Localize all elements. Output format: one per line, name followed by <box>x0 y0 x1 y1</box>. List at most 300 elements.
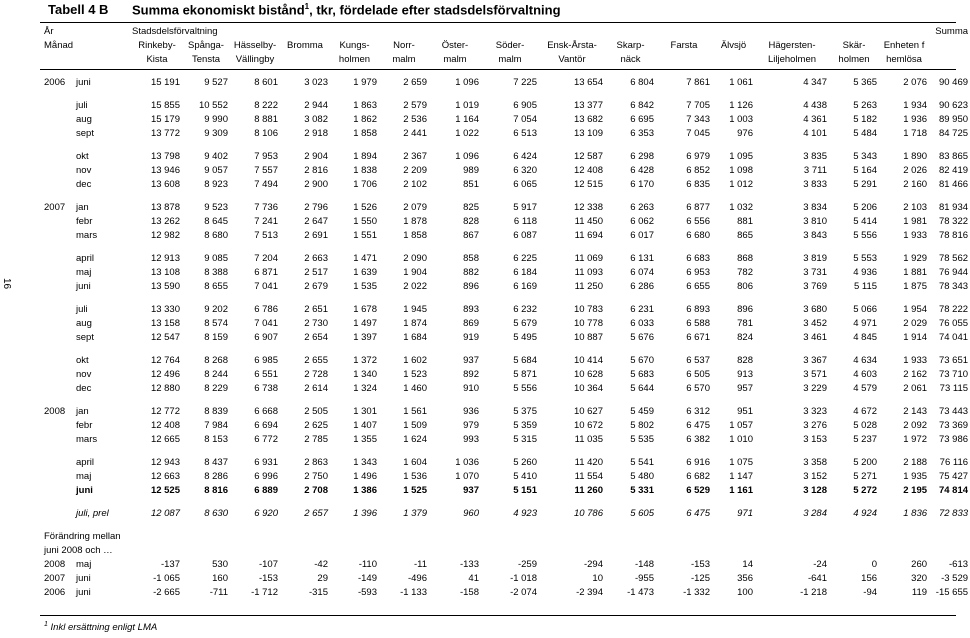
value-cell: 1 935 <box>903 471 928 482</box>
change-label-row <box>42 544 970 558</box>
value-cell: 13 798 <box>150 151 180 162</box>
value-cell: 1 858 <box>403 230 427 241</box>
district-header-line2: holmen <box>338 54 371 65</box>
value-cell: 913 <box>737 369 753 380</box>
value-cell: 1 684 <box>403 332 427 343</box>
district-header-line2: Tensta <box>192 54 220 65</box>
year-cell <box>42 419 72 433</box>
value-cell: 10 414 <box>573 355 603 366</box>
value-cell: 12 408 <box>150 420 180 431</box>
value-cell: 2 536 <box>403 114 427 125</box>
value-cell: 919 <box>463 332 479 343</box>
value-cell: 6 905 <box>513 100 537 111</box>
table-row <box>42 150 970 164</box>
value-cell: 1 372 <box>353 355 377 366</box>
value-cell: 1 301 <box>353 406 377 417</box>
value-cell: 5 151 <box>513 485 537 496</box>
value-cell: 7 054 <box>513 114 537 125</box>
value-cell: 2 614 <box>304 383 328 394</box>
table-row <box>42 76 970 90</box>
year-cell: 2007 <box>44 202 66 213</box>
value-cell: 8 268 <box>204 355 228 366</box>
month-cell: okt <box>76 151 89 162</box>
value-cell: 2 654 <box>304 332 328 343</box>
table-row <box>42 484 970 498</box>
value-cell: -11 <box>413 559 427 570</box>
page-number: 16 <box>1 277 13 290</box>
value-cell: 2 816 <box>304 165 328 176</box>
value-cell: 1 003 <box>729 114 753 125</box>
value-cell: 12 496 <box>150 369 180 380</box>
value-cell: 5 343 <box>853 151 878 162</box>
month-cell: maj <box>76 559 92 570</box>
value-cell: -315 <box>308 587 328 598</box>
value-cell: -153 <box>258 573 278 584</box>
value-cell: 6 428 <box>630 165 654 176</box>
district-header-line2: Vantör <box>558 54 586 65</box>
month-cell: aug <box>76 114 92 125</box>
table-row <box>42 252 970 266</box>
value-cell: 6 225 <box>513 253 537 264</box>
value-cell: 13 109 <box>573 128 603 139</box>
value-cell: 6 382 <box>686 434 710 445</box>
value-cell: 2 162 <box>903 369 928 380</box>
table-row <box>42 470 970 484</box>
value-cell: 993 <box>463 434 479 445</box>
district-header-line2: holmen <box>838 54 870 65</box>
value-cell: 6 889 <box>254 485 278 496</box>
value-cell: 1 604 <box>403 457 427 468</box>
value-cell: 13 590 <box>150 281 180 292</box>
year-cell <box>42 164 72 178</box>
group-header: Stadsdelsförvaltning <box>132 26 218 37</box>
value-cell: 1 397 <box>353 332 377 343</box>
table-title <box>48 2 561 17</box>
table-row <box>42 99 970 113</box>
value-cell: 13 654 <box>573 77 603 88</box>
value-cell: 2 863 <box>304 457 328 468</box>
value-cell: 6 588 <box>686 318 710 329</box>
value-cell: 2 188 <box>903 457 928 468</box>
value-cell: 882 <box>463 267 479 278</box>
value-cell: 6 505 <box>686 369 710 380</box>
month-cell: jan <box>76 202 89 213</box>
value-cell: 6 893 <box>686 304 710 315</box>
value-cell: 1 934 <box>903 100 928 111</box>
value-cell: 892 <box>463 369 479 380</box>
value-cell: 7 984 <box>204 420 228 431</box>
value-cell: 6 556 <box>686 216 710 227</box>
value-cell: 3 843 <box>803 230 827 241</box>
table-row <box>42 229 970 243</box>
district-header-line2: näck <box>620 54 641 65</box>
year-cell <box>42 99 72 113</box>
value-cell: -149 <box>357 573 377 584</box>
month-cell: april <box>76 457 94 468</box>
value-cell: 1 890 <box>903 151 928 162</box>
value-cell: 2 143 <box>903 406 928 417</box>
year-cell <box>42 456 72 470</box>
table-row <box>42 368 970 382</box>
value-cell: 8 680 <box>204 230 228 241</box>
value-cell: 2 103 <box>903 202 928 213</box>
sum-cell: 81 466 <box>938 179 969 190</box>
year-cell <box>42 113 72 127</box>
value-cell: 782 <box>737 267 753 278</box>
value-cell: 3 128 <box>803 485 827 496</box>
value-cell: 4 936 <box>853 267 878 278</box>
sum-cell: 75 427 <box>938 471 969 482</box>
value-cell: 6 170 <box>630 179 654 190</box>
value-cell: 5 684 <box>513 355 537 366</box>
value-cell: 7 225 <box>513 77 537 88</box>
value-cell: -1 473 <box>627 587 654 598</box>
value-cell: 957 <box>737 383 753 394</box>
value-cell: 865 <box>737 230 753 241</box>
month-cell: juni <box>76 573 91 584</box>
year-cell: 2006 <box>44 587 66 598</box>
value-cell: 12 087 <box>150 508 180 519</box>
value-cell: 5 272 <box>853 485 878 496</box>
month-cell: nov <box>76 165 92 176</box>
value-cell: 2 904 <box>304 151 328 162</box>
value-cell: 8 655 <box>204 281 228 292</box>
value-cell: 6 668 <box>254 406 278 417</box>
value-cell: 8 286 <box>204 471 228 482</box>
value-cell: -125 <box>690 573 710 584</box>
value-cell: 6 931 <box>254 457 278 468</box>
value-cell: 3 367 <box>803 355 827 366</box>
sum-cell: 78 343 <box>938 281 969 292</box>
value-cell: 5 271 <box>853 471 878 482</box>
value-cell: 7 513 <box>254 230 278 241</box>
value-cell: 7 736 <box>254 202 278 213</box>
value-cell: 1 862 <box>353 114 377 125</box>
title-text-after: , tkr, fördelade efter stadsdelsförvaltning <box>309 2 561 18</box>
value-cell: 1 095 <box>729 151 753 162</box>
value-cell: 2 026 <box>903 165 928 176</box>
value-cell: 9 990 <box>204 114 228 125</box>
value-cell: 13 330 <box>150 304 180 315</box>
value-cell: 12 665 <box>150 434 180 445</box>
value-cell: 3 835 <box>803 151 827 162</box>
value-cell: 9 523 <box>204 202 228 213</box>
value-cell: 6 916 <box>686 457 710 468</box>
value-cell: 979 <box>463 420 479 431</box>
value-cell: 960 <box>463 508 479 519</box>
value-cell: 1 904 <box>403 267 427 278</box>
value-cell: 6 953 <box>686 267 710 278</box>
value-cell: 13 377 <box>573 100 603 111</box>
value-cell: 824 <box>737 332 753 343</box>
footnote-mark: 1 <box>44 621 48 628</box>
value-cell: 937 <box>463 485 479 496</box>
sum-cell: 74 814 <box>938 485 969 496</box>
value-cell: 1 164 <box>455 114 479 125</box>
value-cell: 2 505 <box>304 406 328 417</box>
value-cell: 1 057 <box>729 420 753 431</box>
value-cell: 7 343 <box>686 114 710 125</box>
value-cell: 13 682 <box>573 114 603 125</box>
month-cell: juni <box>76 587 91 598</box>
value-cell: 6 979 <box>686 151 710 162</box>
value-cell: 2 090 <box>403 253 427 264</box>
value-cell: 6 804 <box>630 77 654 88</box>
value-cell: 1 324 <box>353 383 377 394</box>
value-cell: 7 241 <box>254 216 278 227</box>
value-cell: 12 913 <box>150 253 180 264</box>
value-cell: 6 065 <box>513 179 537 190</box>
value-cell: 8 244 <box>204 369 228 380</box>
value-cell: 2 195 <box>903 485 928 496</box>
value-cell: 6 537 <box>686 355 710 366</box>
value-cell: 1 875 <box>903 281 928 292</box>
value-cell: 5 644 <box>630 383 654 394</box>
value-cell: 1 147 <box>729 471 753 482</box>
value-cell: 1 933 <box>903 355 928 366</box>
value-cell: 530 <box>212 559 228 570</box>
value-cell: 1 471 <box>353 253 377 264</box>
value-cell: 10 783 <box>573 304 603 315</box>
year-cell: 2008 <box>44 559 66 570</box>
value-cell: 2 029 <box>903 318 928 329</box>
value-cell: 119 <box>911 587 928 598</box>
table-row <box>42 164 970 178</box>
value-cell: 1 343 <box>353 457 377 468</box>
value-cell: 11 260 <box>574 485 603 496</box>
table-row <box>42 280 970 294</box>
sum-cell: 90 469 <box>938 77 969 88</box>
value-cell: 1 497 <box>353 318 377 329</box>
sum-cell: 72 833 <box>938 508 969 519</box>
value-cell: 5 676 <box>630 332 654 343</box>
footnote-text: Inkl ersättning enligt LMA <box>50 622 158 634</box>
value-cell: 5 414 <box>853 216 878 227</box>
value-cell: 11 694 <box>574 230 603 241</box>
value-cell: 5 359 <box>513 420 537 431</box>
value-cell: 12 587 <box>573 151 603 162</box>
sum-cell: 74 041 <box>938 332 969 343</box>
value-cell: -107 <box>258 559 278 570</box>
value-cell: 8 437 <box>204 457 228 468</box>
value-cell: 951 <box>737 406 753 417</box>
value-cell: 5 237 <box>853 434 878 445</box>
footnote <box>44 621 157 633</box>
value-cell: 6 996 <box>254 471 278 482</box>
district-header-line2: hemlösa <box>886 54 922 65</box>
value-cell: 6 286 <box>630 281 654 292</box>
value-cell: 1 914 <box>903 332 928 343</box>
sum-cell: 76 116 <box>939 457 969 468</box>
sum-cell: 73 115 <box>939 383 969 394</box>
value-cell: 1 509 <box>403 420 427 431</box>
district-header-line1: Öster- <box>441 40 469 51</box>
value-cell: 1 878 <box>403 216 427 227</box>
value-cell: -158 <box>459 587 479 598</box>
value-cell: 1 954 <box>903 304 928 315</box>
value-cell: -641 <box>807 573 827 584</box>
value-cell: 7 953 <box>254 151 278 162</box>
month-cell: febr <box>76 420 93 431</box>
year-cell: 2006 <box>44 77 66 88</box>
sum-cell: 81 934 <box>938 202 969 213</box>
sum-cell: -15 655 <box>935 587 969 598</box>
district-header-line2 <box>656 53 712 67</box>
value-cell: 1 881 <box>903 267 928 278</box>
value-cell: -1 332 <box>683 587 710 598</box>
value-cell: 12 982 <box>150 230 180 241</box>
value-cell: 5 871 <box>513 369 537 380</box>
value-cell: 6 513 <box>513 128 537 139</box>
value-cell: 2 691 <box>304 230 328 241</box>
value-cell: 2 209 <box>403 165 427 176</box>
year-cell <box>42 252 72 266</box>
table-row <box>42 419 970 433</box>
value-cell: 937 <box>463 355 479 366</box>
value-cell: 10 552 <box>198 100 228 111</box>
value-cell: 5 484 <box>853 128 878 139</box>
value-cell: 2 022 <box>403 281 427 292</box>
value-cell: -1 065 <box>153 573 180 584</box>
value-cell: 1 379 <box>403 508 427 519</box>
value-cell: 6 232 <box>513 304 537 315</box>
value-cell: 4 672 <box>853 406 878 417</box>
value-cell: 7 041 <box>254 318 278 329</box>
value-cell: 2 076 <box>903 77 928 88</box>
value-cell: 6 424 <box>513 151 537 162</box>
value-cell: 356 <box>737 573 753 584</box>
table-row <box>42 354 970 368</box>
value-cell: 29 <box>317 573 328 584</box>
sum-cell: -613 <box>949 559 969 570</box>
value-cell: 8 630 <box>204 508 228 519</box>
month-cell: juni <box>76 281 91 292</box>
value-cell: 5 315 <box>513 434 537 445</box>
sum-cell: 73 710 <box>938 369 969 380</box>
value-cell: 3 276 <box>803 420 827 431</box>
value-cell: 12 772 <box>150 406 180 417</box>
year-cell <box>42 354 72 368</box>
value-cell: 1 070 <box>455 471 479 482</box>
value-cell: 7 494 <box>254 179 278 190</box>
value-cell: 806 <box>737 281 753 292</box>
value-cell: 6 353 <box>630 128 654 139</box>
value-cell: 13 946 <box>150 165 180 176</box>
value-cell: 5 263 <box>853 100 878 111</box>
value-cell: 41 <box>468 573 479 584</box>
table-row <box>42 572 970 586</box>
value-cell: 5 679 <box>513 318 537 329</box>
value-cell: -711 <box>209 587 228 598</box>
value-cell: 5 291 <box>853 179 878 190</box>
district-header-line1: Skarp- <box>616 40 645 51</box>
value-cell: 893 <box>463 304 479 315</box>
value-cell: 2 657 <box>304 508 328 519</box>
value-cell: 6 062 <box>630 216 654 227</box>
value-cell: 825 <box>463 202 479 213</box>
value-cell: 3 153 <box>803 434 827 445</box>
value-cell: 12 525 <box>150 485 180 496</box>
sum-cell: 84 725 <box>938 128 969 139</box>
table-row <box>42 127 970 141</box>
value-cell: 9 527 <box>204 77 228 88</box>
value-cell: 868 <box>737 253 753 264</box>
value-cell: 6 835 <box>686 179 710 190</box>
value-cell: -1 133 <box>400 587 427 598</box>
value-cell: 3 284 <box>803 508 827 519</box>
value-cell: 6 694 <box>254 420 278 431</box>
year-cell <box>42 368 72 382</box>
value-cell: 1 096 <box>455 151 479 162</box>
value-cell: 1 550 <box>353 216 377 227</box>
year-cell <box>42 303 72 317</box>
sum-cell: -3 529 <box>941 573 969 584</box>
table-row <box>42 382 970 396</box>
value-cell: 3 323 <box>803 406 827 417</box>
value-cell: -294 <box>583 559 603 570</box>
value-cell: -24 <box>813 559 827 570</box>
value-cell: 1 972 <box>903 434 928 445</box>
value-cell: -94 <box>863 587 878 598</box>
district-header-line1: Enheten f <box>883 40 925 51</box>
value-cell: 1 340 <box>353 369 377 380</box>
value-cell: 1 460 <box>403 383 427 394</box>
value-cell: 4 845 <box>853 332 878 343</box>
value-cell: 1 678 <box>353 304 377 315</box>
sum-cell: 76 055 <box>938 318 969 329</box>
value-cell: 1 010 <box>729 434 753 445</box>
value-cell: 5 365 <box>853 77 878 88</box>
value-cell: 1 624 <box>403 434 427 445</box>
value-cell: 3 082 <box>304 114 328 125</box>
year-cell <box>42 229 72 243</box>
value-cell: 3 834 <box>803 202 827 213</box>
value-cell: 3 229 <box>803 383 827 394</box>
top-rule <box>40 22 956 23</box>
table-row <box>42 331 970 345</box>
value-cell: 1 098 <box>729 165 753 176</box>
value-cell: 6 231 <box>630 304 654 315</box>
value-cell: 6 738 <box>254 383 278 394</box>
value-cell: 12 338 <box>573 202 603 213</box>
header-row-1 <box>42 25 970 39</box>
table-row <box>42 317 970 331</box>
district-header-line2 <box>712 53 755 67</box>
value-cell: 1 858 <box>353 128 377 139</box>
value-cell: 2 579 <box>403 100 427 111</box>
year-cell <box>42 127 72 141</box>
value-cell: 10 <box>592 573 603 584</box>
value-cell: 2 061 <box>903 383 928 394</box>
value-cell: 100 <box>737 587 753 598</box>
value-cell: 6 298 <box>630 151 654 162</box>
value-cell: 6 169 <box>513 281 537 292</box>
value-cell: 2 517 <box>304 267 328 278</box>
data-table <box>42 25 970 600</box>
value-cell: 1 012 <box>729 179 753 190</box>
value-cell: 13 158 <box>150 318 180 329</box>
value-cell: 5 115 <box>853 281 878 292</box>
value-cell: 1 161 <box>729 485 753 496</box>
value-cell: 11 069 <box>574 253 603 264</box>
district-header-line1: Hägersten- <box>768 40 816 51</box>
value-cell: 13 772 <box>150 128 180 139</box>
year-cell: 2007 <box>44 573 66 584</box>
value-cell: 2 663 <box>304 253 328 264</box>
value-cell: 6 671 <box>686 332 710 343</box>
header-row-2 <box>42 39 970 53</box>
value-cell: 12 663 <box>150 471 180 482</box>
